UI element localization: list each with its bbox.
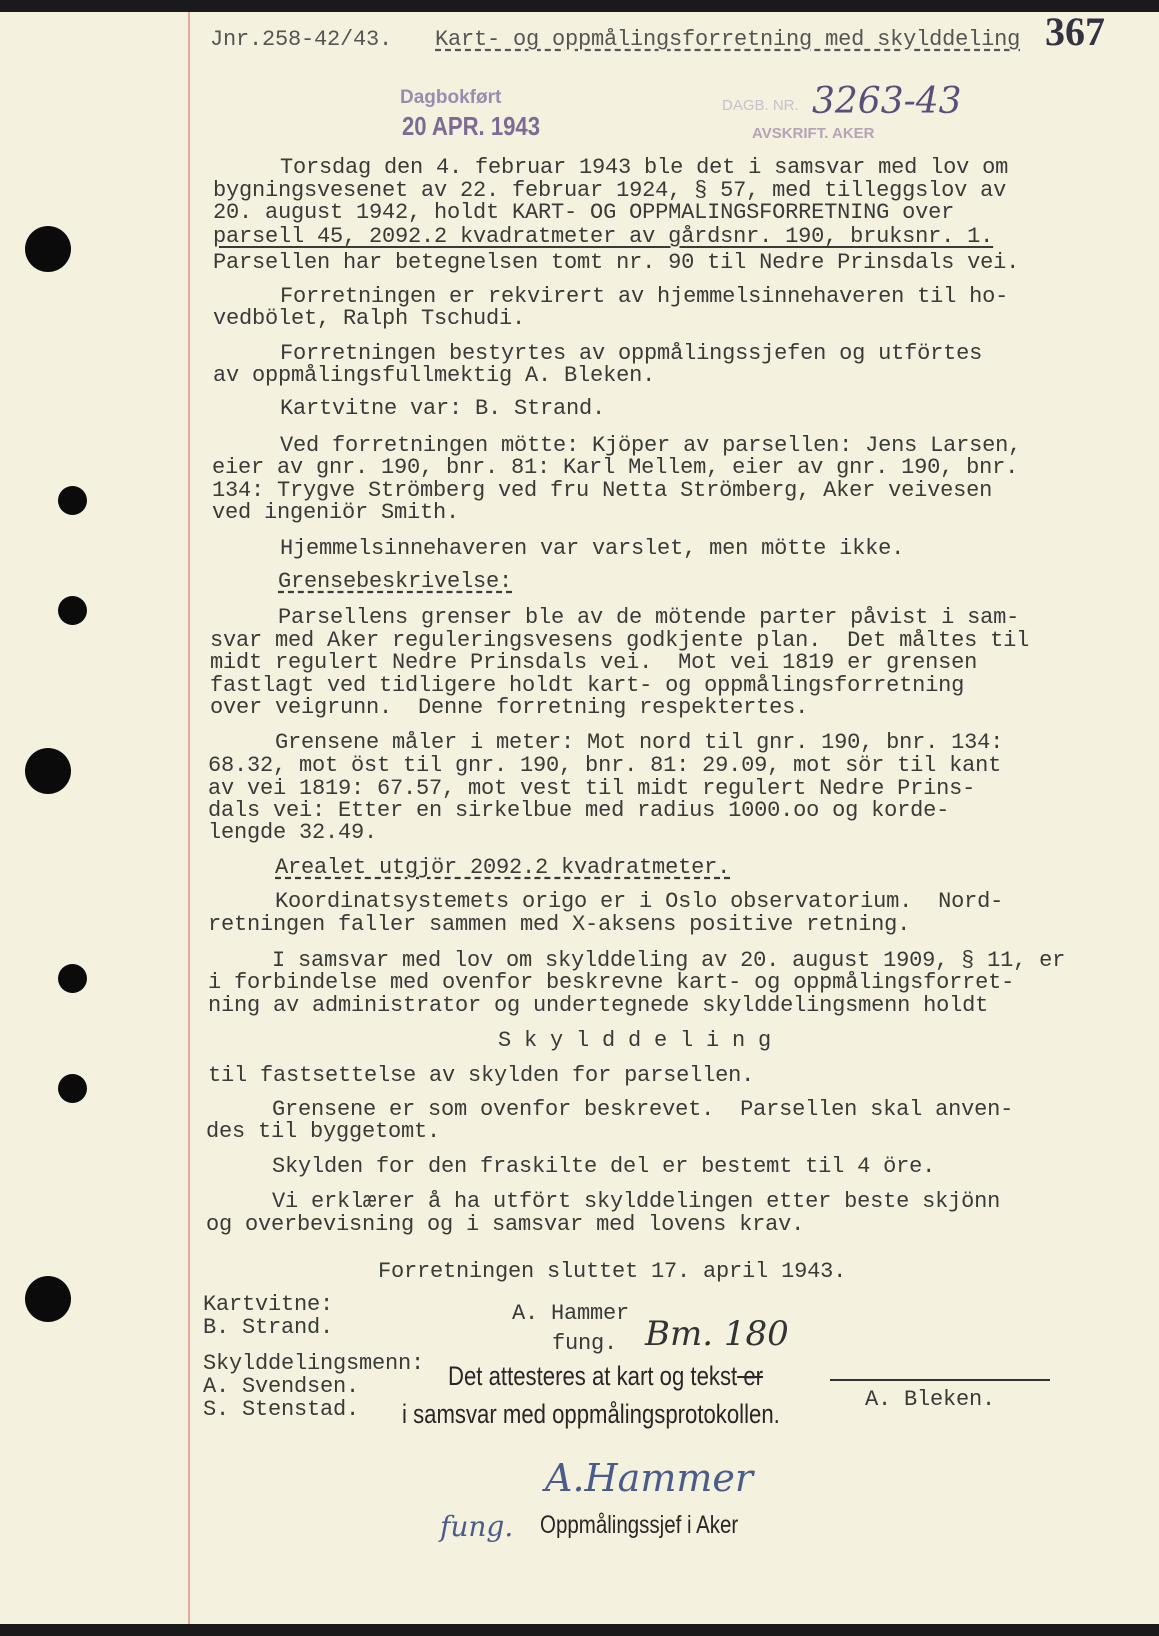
text-line: Grensene er som ovenfor beskrevet. Parsellen skal anven- <box>272 1097 1014 1122</box>
dagbokfort-stamp: Dagbokført <box>400 87 502 108</box>
text-line: av oppmålingsfullmektig A. Bleken. <box>213 363 656 388</box>
text-line: svar med Aker reguleringsvesens godkjente plan. Det måltes til <box>210 628 1030 653</box>
journal-number: Jnr.258-42/43. <box>210 27 393 52</box>
fung-handwritten: fung. <box>440 1510 514 1543</box>
page-number: 367 <box>1045 9 1105 54</box>
oppmalingssjef-title: Oppmålingssjef i Aker <box>540 1511 739 1539</box>
document-page <box>0 9 1159 1624</box>
text-line: Ved forretningen mötte: Kjöper av parsellen: Jens Larsen, <box>280 433 1022 458</box>
strike-line <box>830 1379 1050 1381</box>
text-line: des til byggetomt. <box>206 1119 441 1144</box>
text-line: Forretningen bestyrtes av oppmålingssjefen og utförtes <box>280 341 983 366</box>
text-line: i forbindelse med ovenfor beskrevne kart- og oppmålingsforret- <box>208 970 1015 995</box>
text-line: Koordinatsystemets origo er i Oslo observatorium. Nord- <box>275 889 1004 914</box>
text-line: 68.32, mot öst til gnr. 190, bnr. 81: 29.09, mot sör til kant <box>208 753 1002 778</box>
svendsen-name: A. Svendsen. <box>203 1374 360 1399</box>
text-line: dals vei: Etter en sirkelbue med radius 1000.oo og korde- <box>208 798 950 823</box>
text-line: Skylden for den fraskilte del er bestemt til 4 öre. <box>272 1154 936 1179</box>
text-line: bygningsvesenet av 22. februar 1924, § 57, med tilleggslov av <box>213 178 1007 203</box>
dagb-nr-handwritten: 3263-43 <box>812 81 962 122</box>
attest-stamp-line1 <box>448 1362 763 1392</box>
text-line: lengde 32.49. <box>208 820 378 845</box>
punch-hole <box>25 226 71 272</box>
fung-label: fung. <box>552 1331 618 1356</box>
text-line: over veigrunn. Denne forretning respektertes. <box>210 695 809 720</box>
hammer-signature: A.Hammer <box>545 1456 754 1500</box>
punch-hole <box>25 1276 71 1322</box>
attest-stamp-line2: i samsvar med oppmålingsprotokollen. <box>402 1399 780 1429</box>
area-heading: Arealet utgjör 2092.2 kvadratmeter. <box>275 855 731 880</box>
text-line: fastlagt ved tidligere holdt kart- og oppmålingsforretning <box>210 673 965 698</box>
date-stamp: 20 APR. 1943 <box>402 111 541 141</box>
text-line: 134: Trygve Strömberg ved fru Netta Strömberg, Aker veivesen <box>212 478 993 503</box>
margin-line <box>188 12 190 1624</box>
text-line: Parsellens grenser ble av de mötende parter påvist i sam- <box>278 605 1020 630</box>
avskrift-stamp: AVSKRIFT. AKER <box>752 125 875 142</box>
skylddelingsmenn-label: Skylddelingsmenn: <box>203 1351 425 1376</box>
text-line: Vi erklærer å ha utfört skylddelingen etter beste skjönn <box>272 1189 1001 1214</box>
punch-hole <box>25 748 71 794</box>
text-line: eier av gnr. 190, bnr. 81: Karl Mellem, eier av gnr. 190, bnr. <box>212 455 1019 480</box>
stenstad-name: S. Stenstad. <box>203 1397 360 1422</box>
text-line: Hjemmelsinnehaveren var varslet, men mötte ikke. <box>280 536 905 561</box>
text-line: Parsellen har betegnelsen tomt nr. 90 til Nedre Prinsdals vei. <box>213 250 1020 275</box>
text-line: I samsvar med lov om skylddeling av 20. august 1909, § 11, er <box>272 948 1066 973</box>
handwritten-note: Bm. 180 <box>645 1314 789 1354</box>
text-line: Torsdag den 4. februar 1943 ble det i samsvar med lov om <box>280 155 1009 180</box>
text-line: ning av administrator og undertegnede skylddelingsmenn holdt <box>208 993 989 1018</box>
text-line: ved ingeniör Smith. <box>212 500 460 525</box>
skylddeling-heading: S k y l d d e l i n g <box>498 1028 772 1053</box>
text-line: av vei 1819: 67.57, mot vest til midt regulert Nedre Prins- <box>208 776 976 801</box>
text-line: vedbölet, Ralph Tschudi. <box>213 306 526 331</box>
section-heading: Grensebeskrivelse: <box>278 569 513 594</box>
text-line: til fastsettelse av skylden for parsellen. <box>208 1063 755 1088</box>
attest-struck: er <box>737 1361 764 1391</box>
text-line: 20. august 1942, holdt KART- OG OPPMALINGSFORRETNING over <box>213 200 955 225</box>
punch-hole <box>58 486 87 515</box>
attest-line1: Det attesteres at kart og tekst <box>448 1361 738 1391</box>
punch-hole <box>58 1074 87 1103</box>
hammer-name: A. Hammer <box>512 1301 630 1326</box>
kartvitne-label: Kartvitne: <box>203 1292 334 1317</box>
bleken-name: A. Bleken. <box>865 1387 996 1412</box>
text-line: retningen faller sammen med X-aksens positive retning. <box>208 912 911 937</box>
text-line: parsell 45, 2092.2 kvadratmeter av gårdsnr. 190, bruksnr. 1. <box>213 224 994 249</box>
punch-hole <box>58 964 87 993</box>
punch-hole <box>58 596 87 625</box>
kartvitne-name: B. Strand. <box>203 1315 334 1340</box>
text-line: Forretningen er rekvirert av hjemmelsinnehaveren til ho- <box>280 284 1009 309</box>
dagb-nr-label: DAGB. NR. <box>722 97 799 114</box>
text-line: og overbevisning og i samsvar med lovens krav. <box>206 1212 805 1237</box>
closing-line: Forretningen sluttet 17. april 1943. <box>378 1259 847 1284</box>
text-line: Grensene måler i meter: Mot nord til gnr. 190, bnr. 134: <box>275 730 1004 755</box>
text-line: midt regulert Nedre Prinsdals vei. Mot vei 1819 er grensen <box>210 650 978 675</box>
document-title: Kart- og oppmålingsforretning med skylddeling <box>435 27 1021 52</box>
text-line: Kartvitne var: B. Strand. <box>280 396 606 421</box>
